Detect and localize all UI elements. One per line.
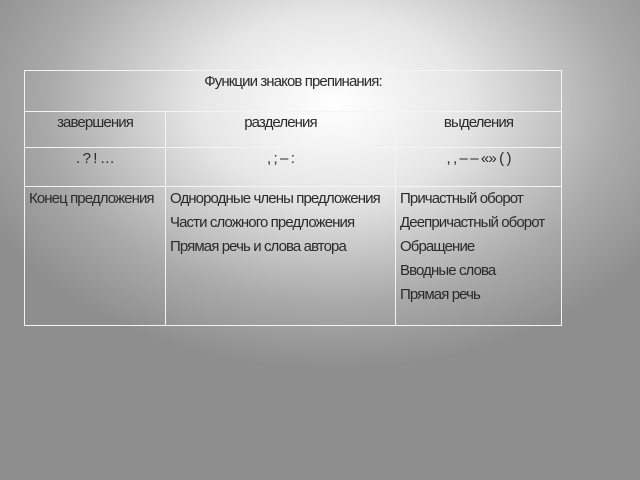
list-item: Обращение bbox=[400, 238, 475, 255]
title-row bbox=[25, 71, 562, 112]
list-item: Причастный оборот bbox=[400, 190, 523, 207]
list-item: Прямая речь и слова автора bbox=[170, 238, 346, 255]
list-item: Прямая речь bbox=[400, 286, 480, 303]
list-item: Деепричастный оборот bbox=[400, 214, 545, 231]
signs-row bbox=[25, 148, 562, 187]
usage-row bbox=[25, 187, 562, 326]
signs-completion: . ? ! … bbox=[25, 148, 166, 187]
usage-separation-cell bbox=[166, 187, 396, 326]
usage-emphasis-list bbox=[400, 187, 557, 307]
header-row bbox=[25, 112, 562, 148]
list-item: Части сложного предложения bbox=[170, 214, 355, 231]
list-item: Однородные члены предложения bbox=[170, 190, 380, 207]
usage-completion-list bbox=[29, 187, 161, 211]
punctuation-functions-table bbox=[24, 70, 562, 326]
header-separation: разделения bbox=[166, 112, 396, 148]
usage-completion-cell bbox=[25, 187, 166, 326]
list-item: Конец предложения bbox=[29, 190, 154, 207]
table-title: Функции знаков препинания: bbox=[25, 71, 562, 112]
list-item: Вводные слова bbox=[400, 262, 496, 279]
header-completion: завершения bbox=[25, 112, 166, 148]
usage-emphasis-cell bbox=[396, 187, 562, 326]
signs-emphasis: , , – – «» ( ) bbox=[396, 148, 562, 187]
usage-separation-list bbox=[170, 187, 391, 259]
header-emphasis: выделения bbox=[396, 112, 562, 148]
signs-separation: , ; – : bbox=[166, 148, 396, 187]
